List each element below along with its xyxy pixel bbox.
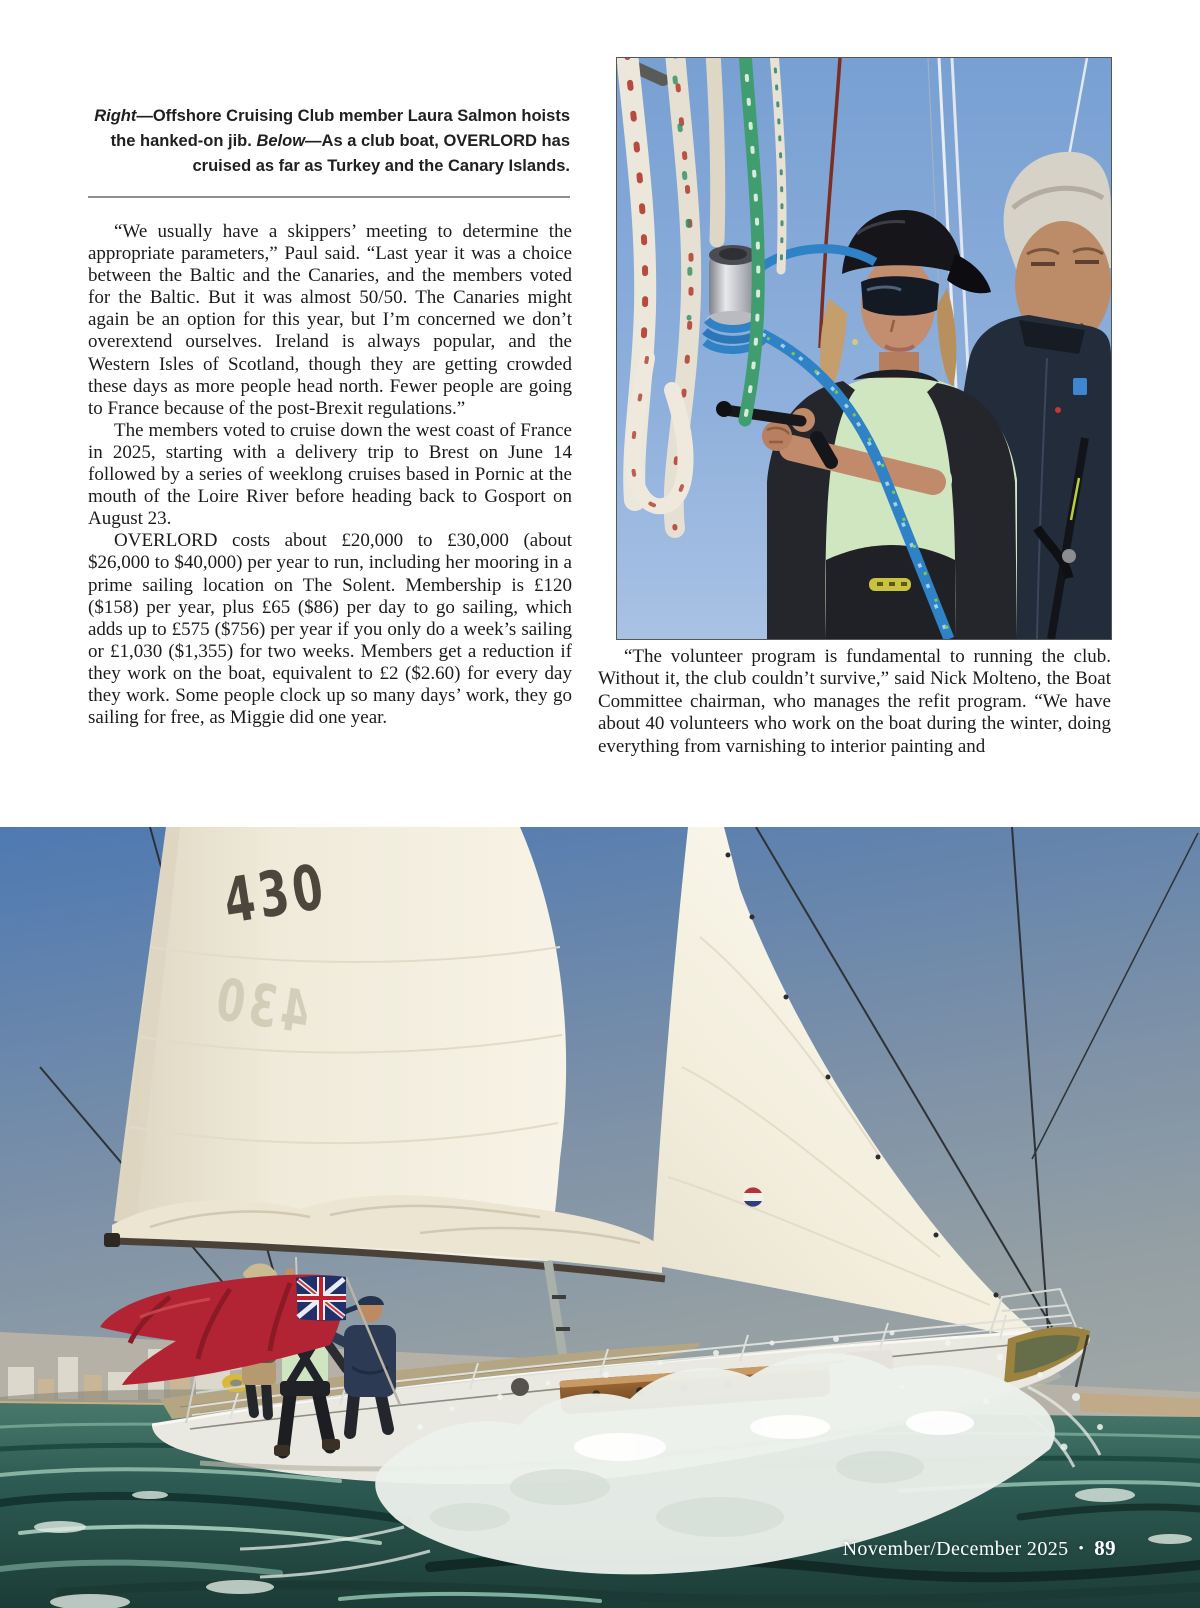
sailing-photo (0, 827, 1200, 1608)
caption-lead-right: Right (94, 107, 137, 125)
paragraph: “We usually have a skippers’ meeting to determine the appropriate parameters,” Paul said. “Last year it was a choice between the Baltic and the Canaries, and the members voted for the Baltic. But it was almost 50/50. The Canaries might again be an option for this year, but I’m concerned we don’t overextend ourselves. Ireland is always popular, and the Western Isles of Scotland, though they are getting crowded these days as more people head north. Fewer people are going to France because of the post-Brexit regulations.” (88, 221, 572, 419)
paragraph: “The volunteer program is fundamental to running the club. Without it, the club couldn’t survive,” said Nick Molteno, the Boat Committee chairman, who manages the refit program. “We have about 40 volunteers who work on the boat during the winter, doing everything from varnishing to interior painting and (598, 646, 1111, 757)
mast-photo-illustration (617, 58, 1111, 639)
deck-winch (511, 1378, 529, 1396)
jacket-logo (1073, 378, 1087, 395)
sailing-photo-illustration (0, 827, 1200, 1608)
folio-bullet: • (1078, 1541, 1085, 1557)
caption-text-1: —Offshore Cruising Club member Laura Salmon hoists the hanked-on jib. (110, 107, 570, 150)
caption-text-2: —As a club boat, OVERLORD has cruised as far as Turkey and the Canary Islands. (192, 132, 570, 175)
photo-caption (88, 104, 570, 179)
union-canton (296, 1276, 346, 1321)
caption-lead-below: Below (256, 132, 306, 150)
mast-photo (616, 57, 1112, 640)
article-right-column (598, 646, 1111, 758)
sunglasses (861, 276, 939, 316)
article-left-column (88, 221, 572, 729)
fist (762, 421, 792, 451)
issue-date: November/December 2025 (842, 1538, 1069, 1560)
sailmaker-logo (743, 1187, 763, 1207)
sail-number-ghost-text: 430 (207, 965, 315, 1047)
paragraph: The members voted to cruise down the west coast of France in 2025, starting with a delivery trip to Brest on June 14 followed by a series of weeklong cruises based in Pornic at the mouth of the Loire River before heading back to Gosport on August 23. (88, 419, 572, 530)
sail-number-text: 430 (218, 849, 333, 938)
paragraph: OVERLORD costs about £20,000 to £30,000 (about $26,000 to $40,000) per year to run, including her mooring in a prime sailing location on The Solent. Membership is £120 ($158) per year, plus £65 ($86) per day to go sailing, which adds up to £575 ($756) per year if you only do a week’s sailing or £1,030 ($1,355) for two weeks. Members get a reduction if they work on the boat, equivalent to £2 ($2.60) for every day they work. Some people clock up so many days’ work, they go sailing for free, as Miggie did one year. (88, 530, 572, 729)
earring (852, 339, 858, 345)
caption-rule (88, 196, 570, 198)
page-number: 89 (1094, 1536, 1116, 1560)
folio (843, 1536, 1116, 1561)
